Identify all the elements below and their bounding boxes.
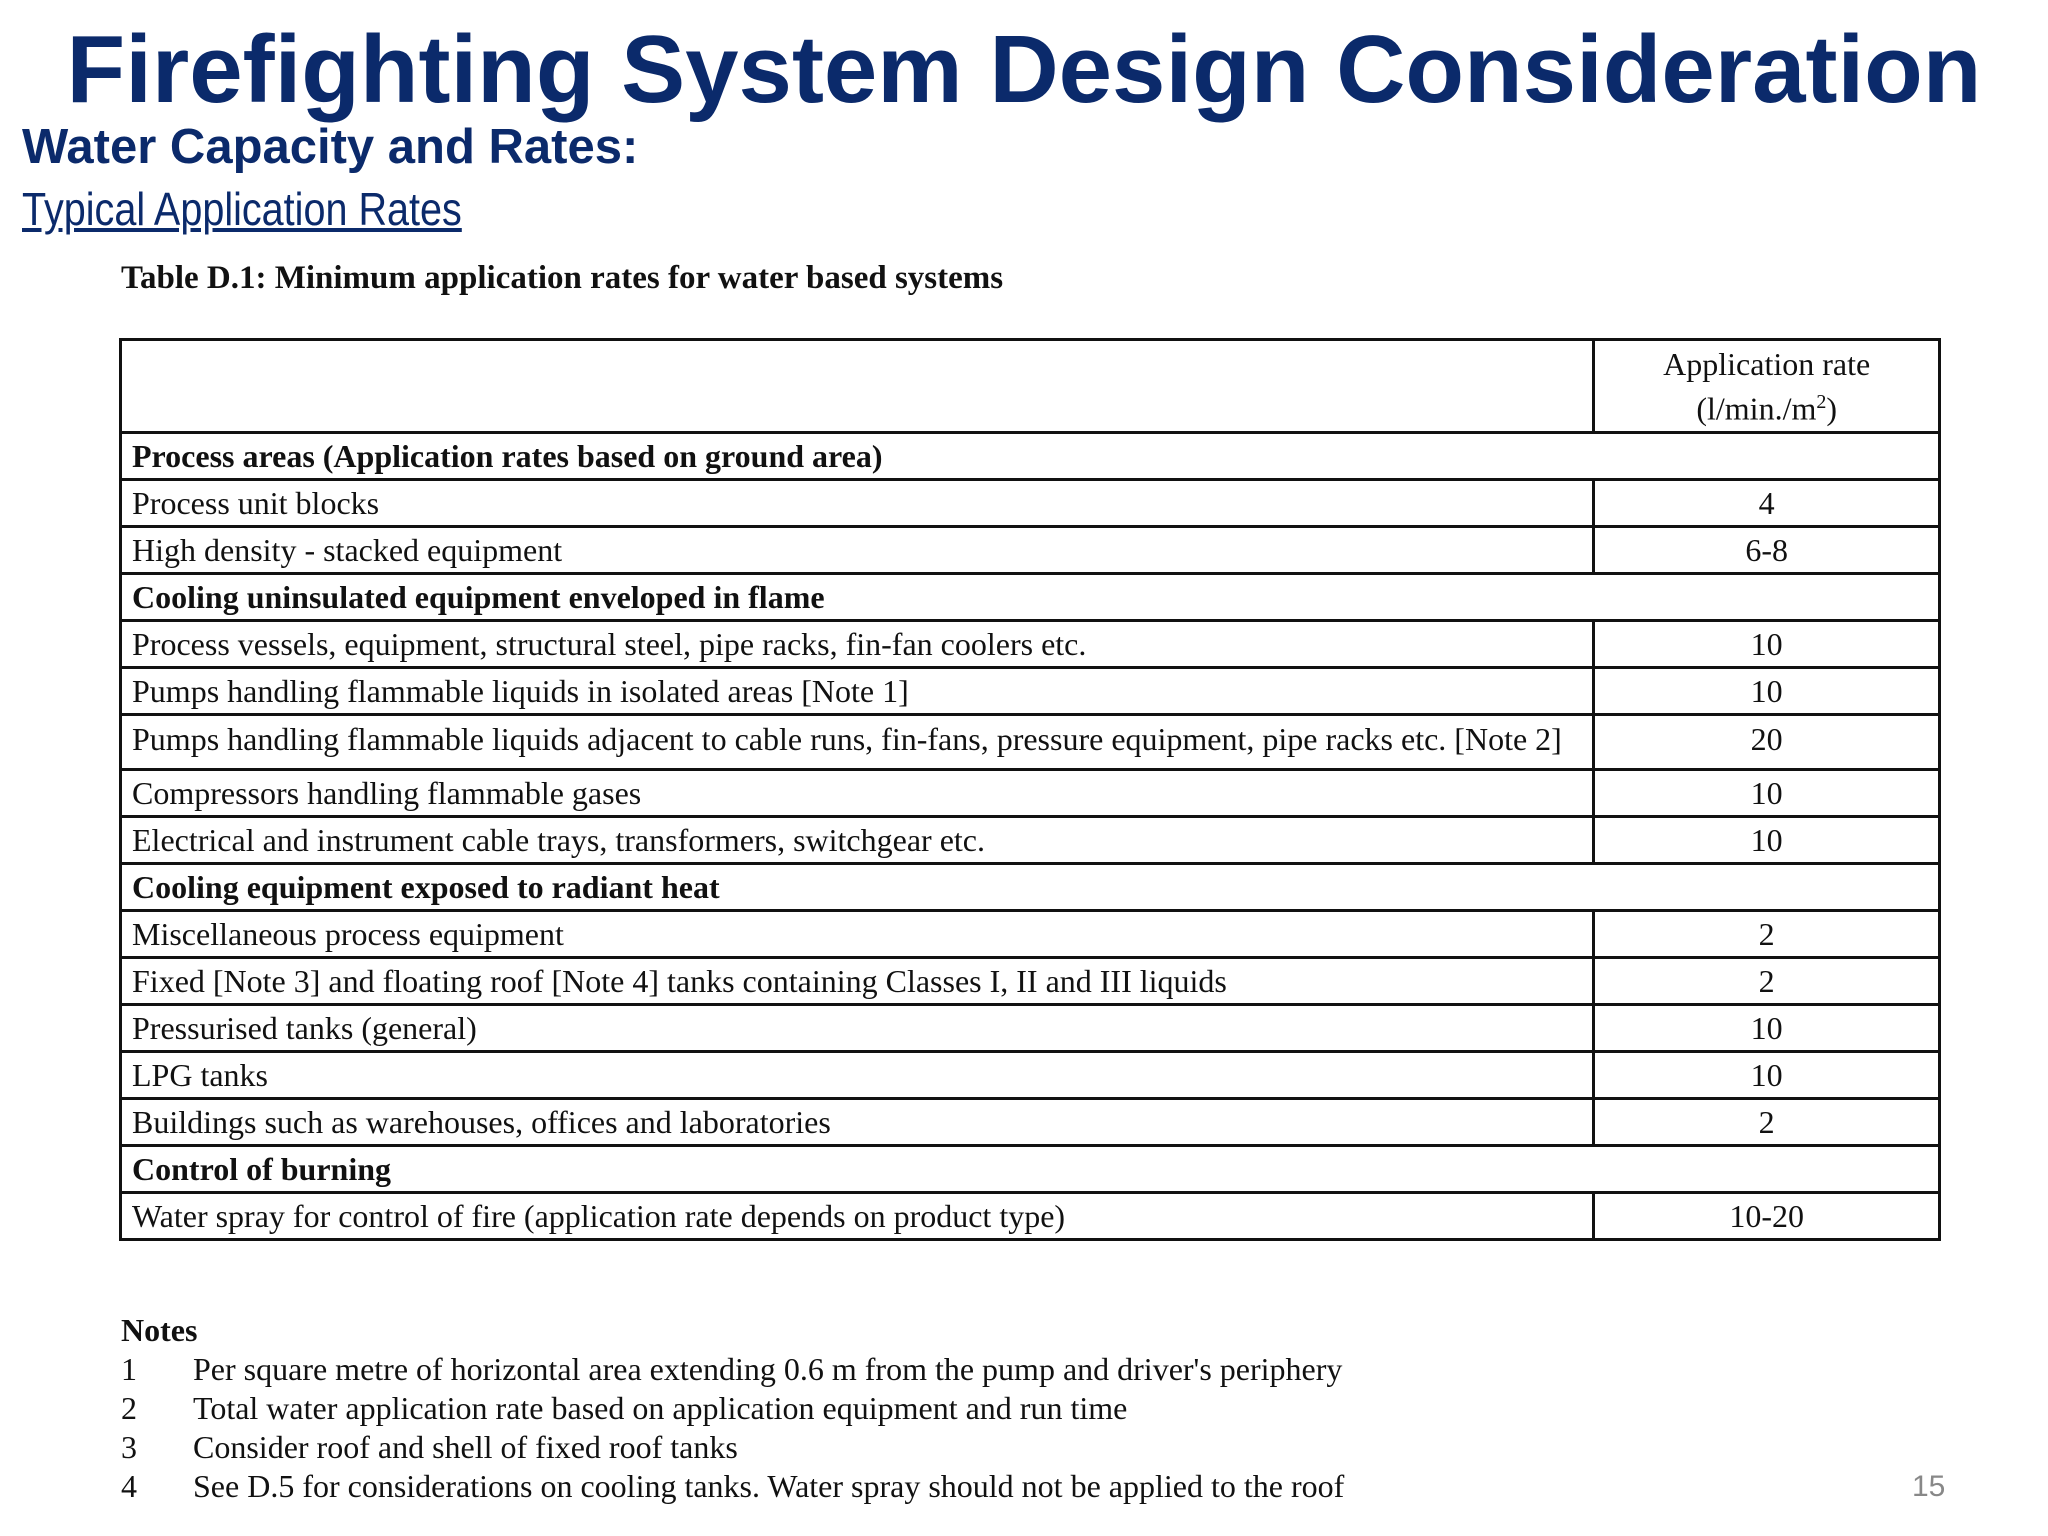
section-row [121,574,1940,621]
section-heading: Cooling equipment exposed to radiant heat [121,864,1940,911]
section-heading: Process areas (Application rates based on ground area) [121,433,1940,480]
note-text: Total water application rate based on application equipment and run time [193,1390,1128,1426]
row-rate: 10 [1594,1005,1940,1052]
note-number: 1 [121,1351,137,1387]
header-rate-unit [1605,383,1928,428]
row-rate: 20 [1594,715,1940,770]
row-item: Pumps handling flammable liquids adjacent to cable runs, fin-fans, pressure equipment, pipe racks etc. [Note 2] [121,715,1594,770]
table-row [121,1005,1940,1052]
row-rate: 10 [1594,668,1940,715]
table-header-row [121,340,1940,433]
note-number: 4 [121,1468,137,1504]
row-item: Pressurised tanks (general) [121,1005,1594,1052]
note-number: 3 [121,1429,137,1465]
header-rate-unit-sup: 2 [1816,391,1827,413]
row-rate: 2 [1594,958,1940,1005]
header-application-rate [1594,340,1940,433]
table-row [121,668,1940,715]
note-item [121,1428,1721,1467]
row-item: Fixed [Note 3] and floating roof [Note 4] tanks containing Classes I, II and III liquids [121,958,1594,1005]
row-item: Process vessels, equipment, structural steel, pipe racks, fin-fan coolers etc. [121,621,1594,668]
note-text: See D.5 for considerations on cooling tanks. Water spray should not be applied to the roof [193,1468,1345,1504]
row-item: Process unit blocks [121,480,1594,527]
table-row [121,621,1940,668]
section-heading: Cooling uninsulated equipment enveloped in flame [121,574,1940,621]
section-heading: Control of burning [121,1146,1940,1193]
table-row [121,1052,1940,1099]
section-subtitle: Water Capacity and Rates: [22,120,639,174]
slide-title: Firefighting System Design Consideration [66,16,1982,123]
section-row [121,1146,1940,1193]
table-row [121,1099,1940,1146]
section-row [121,433,1940,480]
row-item: Pumps handling flammable liquids in isolated areas [Note 1] [121,668,1594,715]
section-row [121,864,1940,911]
note-text: Per square metre of horizontal area extending 0.6 m from the pump and driver's periphery [193,1351,1343,1387]
row-rate: 10-20 [1594,1193,1940,1240]
note-item [121,1350,1721,1389]
row-item: Electrical and instrument cable trays, transformers, switchgear etc. [121,817,1594,864]
row-rate: 10 [1594,817,1940,864]
note-item [121,1467,1721,1506]
row-rate: 10 [1594,1052,1940,1099]
header-rate-label: Application rate [1663,346,1871,382]
row-item: Water spray for control of fire (application rate depends on product type) [121,1193,1594,1240]
note-text: Consider roof and shell of fixed roof tanks [193,1429,738,1465]
row-item: Compressors handling flammable gases [121,770,1594,817]
row-rate: 2 [1594,1099,1940,1146]
row-rate: 2 [1594,911,1940,958]
table-row [121,911,1940,958]
table-row [121,527,1940,574]
row-rate: 4 [1594,480,1940,527]
row-item: LPG tanks [121,1052,1594,1099]
table-row [121,958,1940,1005]
rates-table-body [121,340,1940,1240]
notes-list [121,1350,1721,1506]
row-item: High density - stacked equipment [121,527,1594,574]
table-row [121,770,1940,817]
header-rate-unit-close: ) [1826,390,1837,427]
header-rate-unit-text: (l/min./m [1696,390,1817,427]
page-number: 15 [1912,1470,1946,1503]
application-rates-table [119,338,1941,1241]
row-rate: 6-8 [1594,527,1940,574]
row-item: Miscellaneous process equipment [121,911,1594,958]
row-rate: 10 [1594,621,1940,668]
table-row [121,480,1940,527]
notes-section [121,1310,1721,1506]
note-item [121,1389,1721,1428]
row-rate: 10 [1594,770,1940,817]
note-number: 2 [121,1390,137,1426]
table-row [121,1193,1940,1240]
table-row [121,715,1940,770]
notes-title: Notes [121,1312,198,1348]
table-caption: Table D.1: Minimum application rates for water based systems [121,260,1004,296]
table-row [121,817,1940,864]
application-rates-link[interactable]: Typical Application Rates [22,183,462,235]
row-item: Buildings such as warehouses, offices and laboratories [121,1099,1594,1146]
header-empty-cell [121,340,1594,433]
